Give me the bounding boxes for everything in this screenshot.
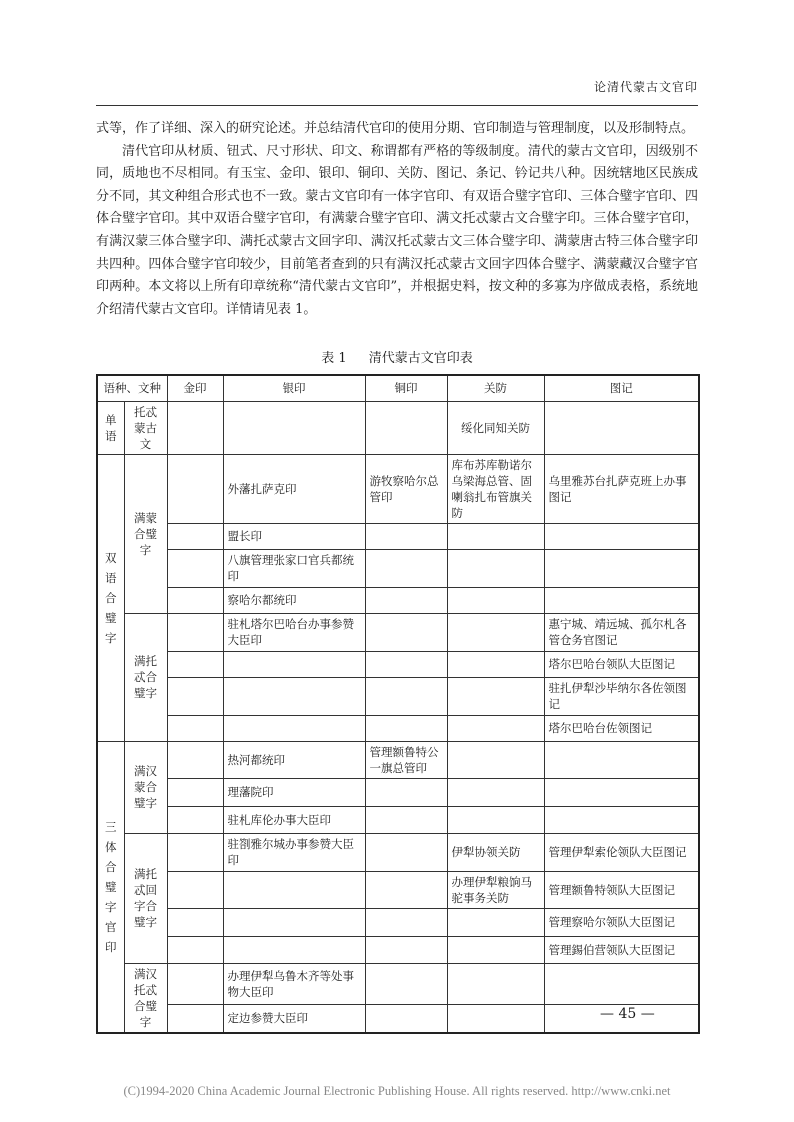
table-cell: 管理伊犁索伦领队大臣图记 — [544, 833, 699, 871]
table-row — [97, 715, 699, 741]
table-row — [97, 833, 699, 871]
table-cell: 盟长印 — [223, 523, 365, 549]
table-cell: 绥化同知关防 — [447, 401, 544, 454]
table-cell: 外藩扎萨克印 — [223, 454, 365, 523]
header-tuji: 图记 — [544, 375, 699, 401]
table-cell: 管理察哈尔领队大臣图记 — [544, 908, 699, 936]
table-cell: 办理伊犁粮饷马驼事务关防 — [447, 871, 544, 908]
table-row — [97, 549, 699, 587]
header-rule — [96, 105, 698, 106]
table-row — [97, 963, 699, 1004]
table-header-row — [97, 375, 699, 401]
header-gold: 金印 — [167, 375, 223, 401]
table-row — [97, 677, 699, 715]
table-row — [97, 806, 699, 833]
single-language-label: 单语 — [97, 401, 124, 454]
table-caption — [96, 347, 698, 366]
table-row — [97, 613, 699, 651]
table-row — [97, 651, 699, 677]
table-row — [97, 587, 699, 613]
table-cell: 驻劄雅尔城办事参赞大臣印 — [223, 833, 365, 871]
table-cell: 塔尔巴哈台领队大臣图记 — [544, 651, 699, 677]
header-copper: 铜印 — [365, 375, 447, 401]
page-number: — 45 — — [600, 1006, 655, 1022]
copyright-footer: (C)1994-2020 China Academic Journal Electronic Publishing House. All rights reserved. http://www.cnki.net — [123, 1084, 671, 1098]
paragraph-1: 式等，作了详细、深入的研究论述。并总结清代官印的使用分期、官印制造与管理制度，以及形制特点。 — [96, 121, 695, 136]
subgroup-label: 满汉蒙合璧字 — [124, 741, 167, 833]
table-cell: 游牧察哈尔总管印 — [365, 454, 447, 523]
table-cell: 伊犁协领关防 — [447, 833, 544, 871]
group-label-trilingual: 三体合璧字官印 — [97, 741, 124, 1033]
table-cell: 办理伊犁乌鲁木齐等处事物大臣印 — [223, 963, 365, 1004]
table-row — [97, 454, 699, 523]
table-row — [97, 936, 699, 963]
table-cell: 管理额鲁特领队大臣图记 — [544, 871, 699, 908]
table-cell: 惠宁城、靖远城、孤尔札各管仓务官图记 — [544, 613, 699, 651]
table-title: 清代蒙古文官印表 — [368, 351, 473, 366]
table-cell: 热河都统印 — [223, 741, 365, 778]
table-cell: 乌里雅苏台扎萨克班上办事图记 — [544, 454, 699, 523]
group-label-bilingual: 双语合璧字 — [97, 454, 124, 741]
table-row — [97, 871, 699, 908]
single-language-sub: 托忒蒙古文 — [124, 401, 167, 454]
table-cell: 察哈尔都统印 — [223, 587, 365, 613]
table-row — [97, 401, 699, 454]
subgroup-label: 满托忒回字合璧字 — [124, 833, 167, 963]
table-cell: 理藩院印 — [223, 778, 365, 806]
table-row — [97, 908, 699, 936]
table-cell: 驻扎伊犁沙毕纳尔各佐领图记 — [544, 677, 699, 715]
table-number: 表 1 — [321, 351, 347, 366]
running-header: 论清代蒙古文官印 — [593, 80, 698, 94]
table-cell: 塔尔巴哈台佐领图记 — [544, 715, 699, 741]
header-silver: 银印 — [223, 375, 365, 401]
body-text — [96, 118, 698, 321]
table-cell: 八旗管理张家口官兵都统印 — [223, 549, 365, 587]
table-cell: 驻札库伦办事大臣印 — [223, 806, 365, 833]
subgroup-label: 满蒙合璧字 — [124, 454, 167, 613]
table-cell: 管理錫伯营领队大臣图记 — [544, 936, 699, 963]
table-cell: 驻札塔尔巴哈台办事参赞大臣印 — [223, 613, 365, 651]
table-cell: 定边参赞大臣印 — [223, 1004, 365, 1032]
seal-table — [96, 374, 700, 1034]
subgroup-label: 满托忒合璧字 — [124, 613, 167, 741]
paragraph-2: 清代官印从材质、钮式、尺寸形状、印文、称谓都有严格的等级制度。清代的蒙古文官印，因级别不同，质地也不尽相同。有玉宝、金印、银印、铜印、关防、图记、条记、钤记共八种。因统辖地区民族成分不同，其文种组合形式也不一致。蒙古文官印有一体字官印、有双语合璧字官印、三体合璧字官印、四体合璧字官印。其中双语合璧字官印，有满蒙合璧字官印、满文托忒蒙古文合璧字印。三体合璧字官印，有满汉蒙三体合璧字印、满托忒蒙古文回字印、满汉托忒蒙古文三体合璧字印、满蒙唐古特三体合璧字印共四种。四体合璧字官印较少，目前笔者查到的只有满汉托忒蒙古文回字四体合璧字、满蒙藏汉合璧字官印两种。本文将以上所有印章统称“清代蒙古文官印”，并根据史料，按文种的多寡为序做成表格，系统地介绍清代蒙古文官印。详情请见表 1。 — [96, 143, 698, 317]
table-cell: 库布苏库勒诺尔乌梁海总管、固喇翁扎布管旗关防 — [447, 454, 544, 523]
table-row — [97, 741, 699, 778]
table-cell: 管理额鲁特公一旗总管印 — [365, 741, 447, 778]
header-language: 语种、文种 — [97, 375, 167, 401]
subgroup-label: 满汉托忒合璧字 — [124, 963, 167, 1033]
header-guanfang: 关防 — [447, 375, 544, 401]
table-row — [97, 523, 699, 549]
table-row — [97, 778, 699, 806]
